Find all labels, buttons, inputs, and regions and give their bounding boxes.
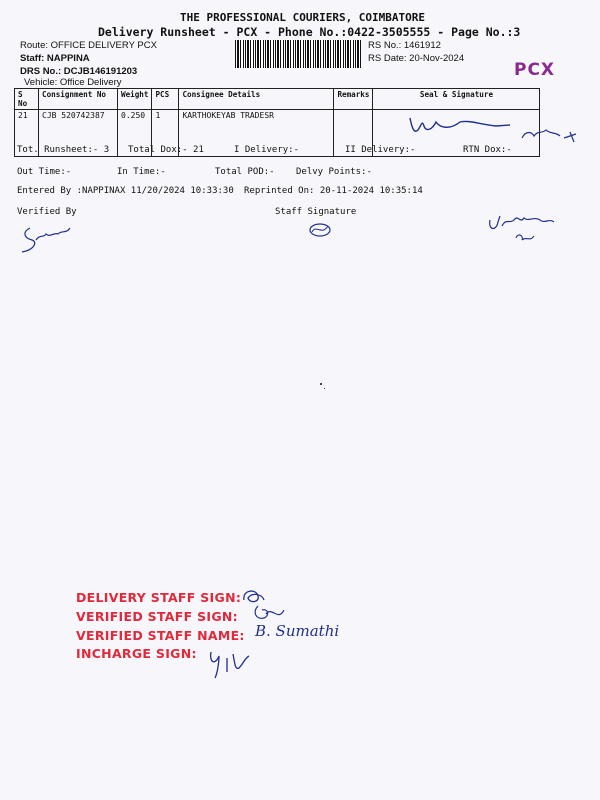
tot-runsheet: Tot. Runsheet:- 3 <box>17 145 110 155</box>
delivery-staff-sign-label: DELIVERY STAFF SIGN: <box>76 590 242 605</box>
vehicle-label: Vehicle: Office Delivery <box>24 77 122 88</box>
ii-delivery: II Delivery:- <box>345 145 416 155</box>
upload-signature <box>484 208 564 246</box>
reprinted-on: Reprinted On: 20-11-2024 10:35:14 <box>244 186 423 196</box>
speck <box>324 388 325 389</box>
rs-number: RS No.: 1461912 <box>368 40 441 51</box>
rs-date: RS Date: 20-Nov-2024 <box>368 53 465 64</box>
cell-pcs: 1 <box>152 110 179 157</box>
incharge-signature <box>205 644 255 680</box>
col-header-consignment: Consignment No <box>39 89 118 110</box>
verified-staff-sign-label: VERIFIED STAFF SIGN: <box>76 609 238 624</box>
col-header-remarks: Remarks <box>334 89 373 110</box>
cell-sno: 21 <box>15 110 39 157</box>
staff-label: Staff: NAPPINA <box>20 53 90 64</box>
barcode <box>235 40 361 68</box>
col-header-weight: Weight <box>118 89 152 110</box>
verified-staff-name-handwritten: B. Sumathi <box>255 622 340 640</box>
col-header-pcs: PCS <box>152 89 179 110</box>
speck <box>320 383 322 385</box>
cell-weight: 0.250 <box>118 110 152 157</box>
entered-by: Entered By :NAPPINAX 11/20/2024 10:33:30 <box>17 186 234 196</box>
staff-signature-mark <box>306 220 336 240</box>
receiver-signature <box>400 108 590 150</box>
col-header-consignee: Consignee Details <box>179 89 334 110</box>
col-header-seal-signature: Seal & Signature <box>373 89 540 110</box>
incharge-sign-label: INCHARGE SIGN: <box>76 646 197 661</box>
out-time: Out Time:- <box>17 167 72 177</box>
route-label: Route: OFFICE DELIVERY PCX <box>20 40 157 51</box>
pcx-logo: PCX <box>514 60 556 80</box>
company-title: THE PROFESSIONAL COURIERS, COIMBATORE <box>180 11 426 24</box>
cell-consignee: KARTHOKEYAB TRADESR <box>179 110 334 157</box>
staff-signature-label: Staff Signature <box>275 207 357 217</box>
verified-by-label: Verified By <box>17 207 77 217</box>
col-header-sno: S No <box>15 89 39 110</box>
total-pod: Total POD:- <box>215 167 275 177</box>
i-delivery: I Delivery:- <box>234 145 300 155</box>
verified-staff-name-label: VERIFIED STAFF NAME: <box>76 628 245 643</box>
rtn-dox: RTN Dox:- <box>463 145 512 155</box>
total-dox: Total Dox:- 21 <box>128 145 204 155</box>
verified-by-signature <box>16 222 76 258</box>
table-header-row <box>15 89 540 110</box>
in-time: In Time:- <box>117 167 166 177</box>
drs-number: DRS No.: DCJB146191203 <box>20 66 138 77</box>
delvy-points: Delvy Points:- <box>296 167 372 177</box>
cell-consignment: CJB 520742387 <box>39 110 118 157</box>
runsheet-title: Delivery Runsheet - PCX - Phone No.:0422-3505555 - Page No.:3 <box>98 25 521 39</box>
